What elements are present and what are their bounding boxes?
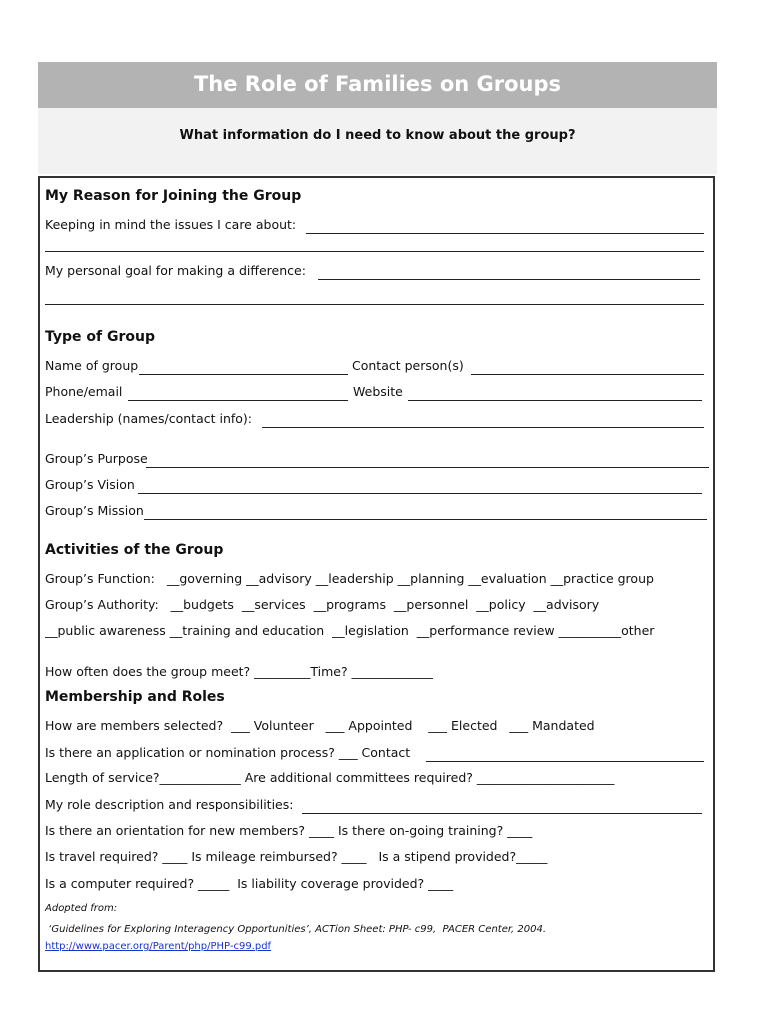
citation-text: ‘Guidelines for Exploring Interagency Opportunities’, ACTion Sheet: PHP- c99, PACER Center, 2004.	[45, 924, 547, 935]
application-label: Is there an application or nomination process? ___ Contact	[45, 745, 411, 760]
role-label: My role description and responsibilities:	[45, 797, 294, 812]
leadership-label: Leadership (names/contact info):	[45, 411, 253, 426]
group-name-label: Name of group	[45, 358, 139, 373]
website-label: Website	[353, 384, 403, 399]
phone-email-field[interactable]	[128, 400, 348, 401]
orientation-line[interactable]: Is there an orientation for new members? ____ Is there on-going training? ____	[45, 823, 533, 838]
issues-field[interactable]	[306, 233, 704, 234]
meeting-frequency-line[interactable]: How often does the group meet? _________Time? _____________	[45, 664, 433, 679]
website-field[interactable]	[408, 400, 702, 401]
section-heading-membership: Membership and Roles	[45, 689, 225, 705]
goal-field-continued[interactable]	[45, 304, 704, 305]
page-subtitle: What information do I need to know about the group?	[179, 128, 576, 143]
section-heading-reason: My Reason for Joining the Group	[45, 188, 302, 204]
issues-label: Keeping in mind the issues I care about:	[45, 217, 297, 232]
group-name-field[interactable]	[139, 374, 348, 375]
contact-field[interactable]	[426, 761, 704, 762]
group-authority-options[interactable]: Group’s Authority: __budgets __services __programs __personnel __policy __advisory	[45, 597, 600, 612]
source-link[interactable]: http://www.pacer.org/Parent/php/PHP-c99.pdf	[45, 941, 272, 952]
section-heading-type: Type of Group	[45, 329, 155, 345]
computer-line[interactable]: Is a computer required? _____ Is liability coverage provided? ____	[45, 876, 454, 891]
leadership-field[interactable]	[262, 427, 704, 428]
contact-person-field[interactable]	[471, 374, 704, 375]
group-function-options[interactable]: Group’s Function: __governing __advisory __leadership __planning __evaluation __practice group	[45, 571, 654, 586]
adopted-from-label: Adopted from:	[45, 903, 118, 914]
issues-field-continued[interactable]	[45, 251, 704, 252]
group-authority-options-continued[interactable]: __public awareness __training and education __legislation __performance review __________other	[45, 623, 655, 638]
mission-field[interactable]	[144, 519, 707, 520]
section-heading-activities: Activities of the Group	[45, 542, 224, 558]
goal-field[interactable]	[318, 279, 700, 280]
vision-label: Group’s Vision	[45, 477, 135, 492]
length-of-service-line[interactable]: Length of service?_____________ Are additional committees required? ______________________	[45, 770, 615, 785]
goal-label: My personal goal for making a difference:	[45, 263, 306, 278]
vision-field[interactable]	[138, 493, 702, 494]
role-field[interactable]	[302, 813, 702, 814]
travel-line[interactable]: Is travel required? ____ Is mileage reimbursed? ____ Is a stipend provided?_____	[45, 849, 548, 864]
purpose-field[interactable]	[146, 467, 709, 468]
phone-email-label: Phone/email	[45, 384, 123, 399]
page-title: The Role of Families on Groups	[38, 62, 717, 108]
mission-label: Group’s Mission	[45, 503, 144, 518]
member-selection-line[interactable]: How are members selected? ___ Volunteer ___ Appointed ___ Elected ___ Mandated	[45, 718, 595, 733]
purpose-label: Group’s Purpose	[45, 451, 148, 466]
contact-person-label: Contact person(s)	[352, 358, 464, 373]
